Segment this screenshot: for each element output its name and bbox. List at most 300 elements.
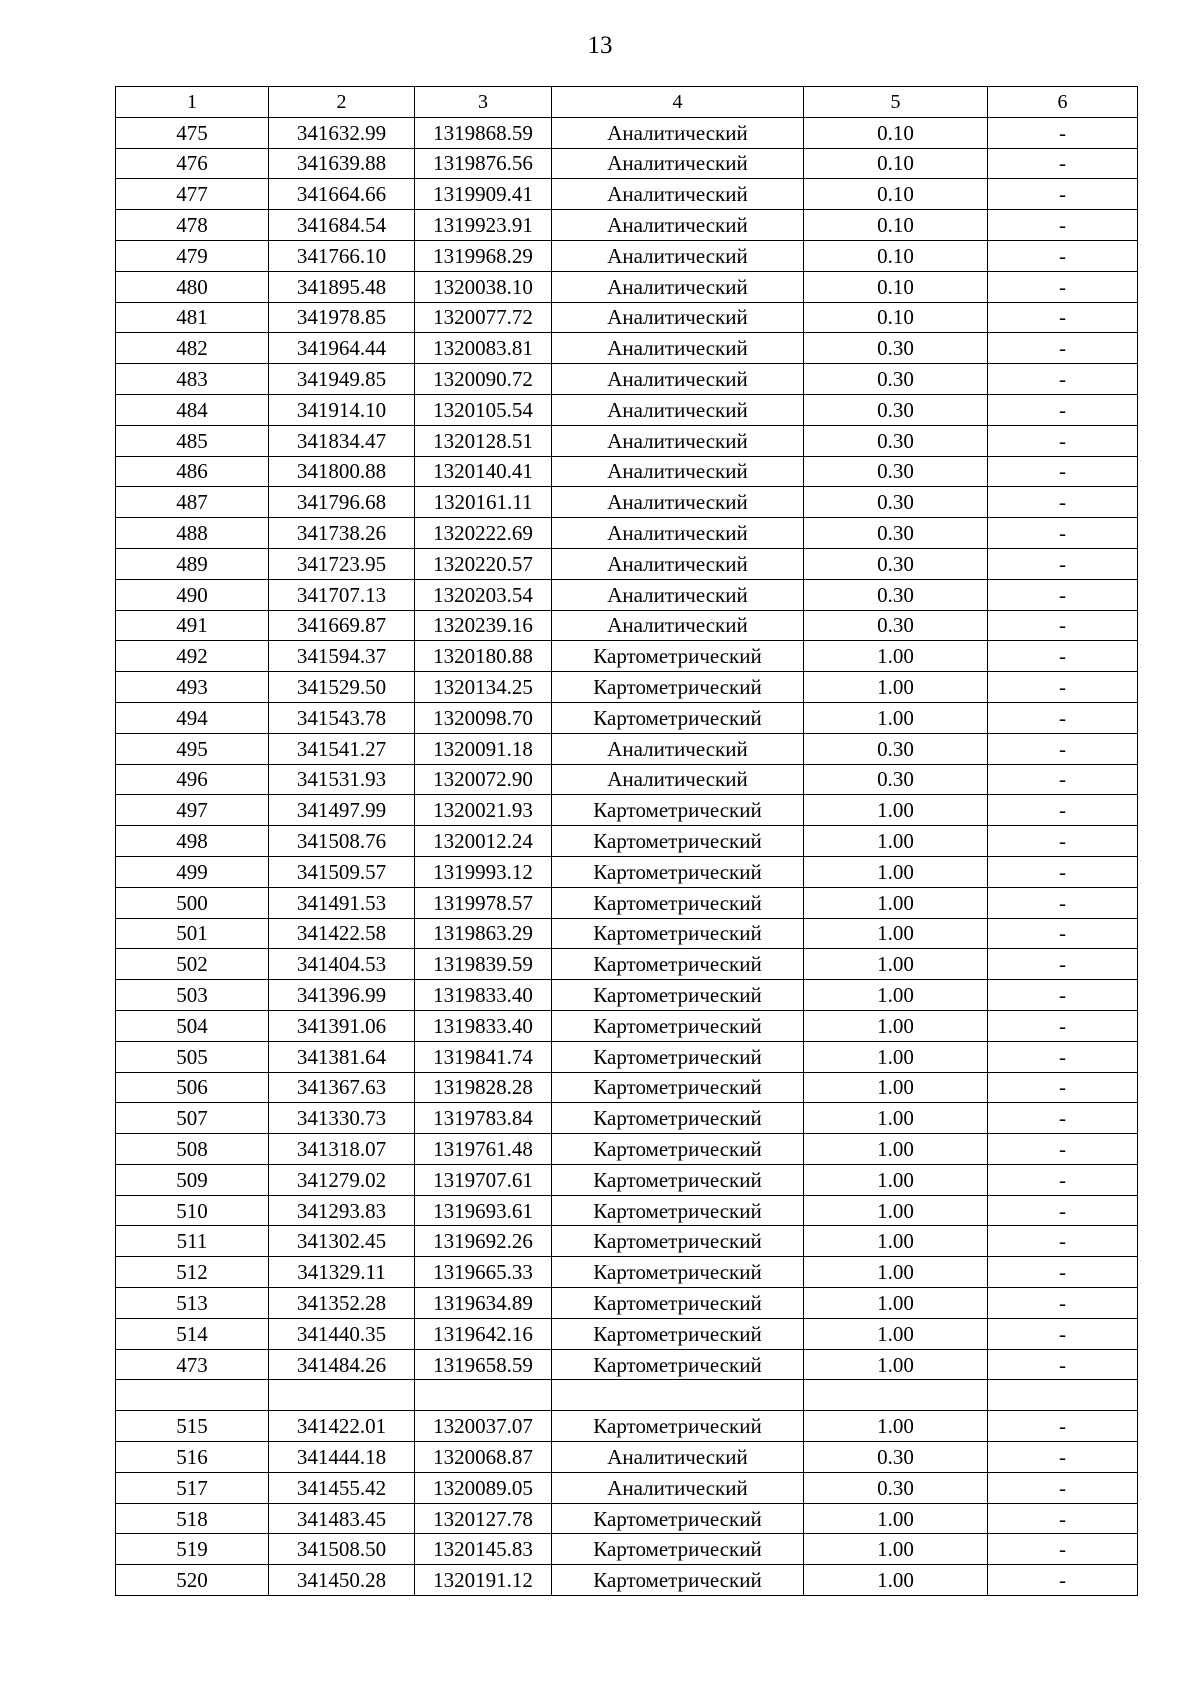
table-cell: 1320220.57 — [415, 548, 552, 579]
table-cell: - — [988, 733, 1138, 764]
table-cell: 341531.93 — [269, 764, 415, 795]
table-body — [116, 117, 1138, 1595]
table-cell: 0.30 — [804, 579, 988, 610]
table-row — [116, 733, 1138, 764]
table-cell: 506 — [116, 1072, 269, 1103]
table-cell: 1319841.74 — [415, 1041, 552, 1072]
table-cell: 1.00 — [804, 1349, 988, 1380]
table-row — [116, 1072, 1138, 1103]
table-cell — [804, 1380, 988, 1411]
table-cell: 341483.45 — [269, 1503, 415, 1534]
table-cell: 479 — [116, 240, 269, 271]
table-cell: - — [988, 702, 1138, 733]
table-cell: 1.00 — [804, 1565, 988, 1596]
table-cell: 341508.50 — [269, 1534, 415, 1565]
table-row — [116, 333, 1138, 364]
table-cell: Аналитический — [552, 364, 804, 395]
table-cell: 341594.37 — [269, 641, 415, 672]
table-cell: 1.00 — [804, 1411, 988, 1442]
table-cell: Аналитический — [552, 240, 804, 271]
table-cell: 1320098.70 — [415, 702, 552, 733]
table-cell: 341279.02 — [269, 1164, 415, 1195]
table-cell: - — [988, 1195, 1138, 1226]
table-cell: Аналитический — [552, 333, 804, 364]
table-cell: 341796.68 — [269, 487, 415, 518]
column-header: 5 — [804, 87, 988, 118]
table-cell: 341834.47 — [269, 425, 415, 456]
table-cell: 341914.10 — [269, 394, 415, 425]
table-cell: 341978.85 — [269, 302, 415, 333]
table-cell: 480 — [116, 271, 269, 302]
table-row — [116, 949, 1138, 980]
table-row — [116, 364, 1138, 395]
table-cell: 1320038.10 — [415, 271, 552, 302]
table-cell: 1320068.87 — [415, 1442, 552, 1473]
table-cell: 503 — [116, 980, 269, 1011]
table-cell: Картометрический — [552, 1072, 804, 1103]
table-cell: 483 — [116, 364, 269, 395]
table-cell: Картометрический — [552, 1164, 804, 1195]
table-cell: Аналитический — [552, 487, 804, 518]
table-cell: 341632.99 — [269, 117, 415, 148]
table-cell: 493 — [116, 672, 269, 703]
table-cell: Картометрический — [552, 1349, 804, 1380]
table-cell: 1319783.84 — [415, 1103, 552, 1134]
table-cell: 341455.42 — [269, 1472, 415, 1503]
table-cell: 1.00 — [804, 1534, 988, 1565]
table-cell: Картометрический — [552, 1288, 804, 1319]
column-header: 3 — [415, 87, 552, 118]
table-cell: - — [988, 579, 1138, 610]
table-cell: Картометрический — [552, 1103, 804, 1134]
table-cell: 1320091.18 — [415, 733, 552, 764]
table-cell: - — [988, 672, 1138, 703]
table-cell: 492 — [116, 641, 269, 672]
table-cell: 1.00 — [804, 1226, 988, 1257]
table-cell: 496 — [116, 764, 269, 795]
table-cell: 1319876.56 — [415, 148, 552, 179]
table-row — [116, 1503, 1138, 1534]
table-row — [116, 1565, 1138, 1596]
table-cell: - — [988, 949, 1138, 980]
table-cell: Аналитический — [552, 148, 804, 179]
table-cell: 1.00 — [804, 980, 988, 1011]
table-row — [116, 826, 1138, 857]
table-cell: 0.30 — [804, 487, 988, 518]
table-cell: - — [988, 980, 1138, 1011]
table-cell: 1.00 — [804, 1195, 988, 1226]
table-cell: Картометрический — [552, 1226, 804, 1257]
table-cell: 341318.07 — [269, 1134, 415, 1165]
table-row — [116, 548, 1138, 579]
table-cell: 488 — [116, 518, 269, 549]
table-cell: - — [988, 826, 1138, 857]
table-cell: 501 — [116, 918, 269, 949]
table-cell: 509 — [116, 1164, 269, 1195]
table-cell: 0.30 — [804, 394, 988, 425]
table-row — [116, 210, 1138, 241]
table-cell: - — [988, 548, 1138, 579]
table-cell: 482 — [116, 333, 269, 364]
table-cell: 341484.26 — [269, 1349, 415, 1380]
table-row — [116, 980, 1138, 1011]
table-cell: 0.30 — [804, 518, 988, 549]
table-cell: 0.30 — [804, 1442, 988, 1473]
table-cell: 1320077.72 — [415, 302, 552, 333]
table-cell: 490 — [116, 579, 269, 610]
table-cell: - — [988, 610, 1138, 641]
table-cell: 341404.53 — [269, 949, 415, 980]
table-cell: 0.10 — [804, 148, 988, 179]
table-cell: - — [988, 1318, 1138, 1349]
table-cell: - — [988, 1288, 1138, 1319]
table-cell: Аналитический — [552, 271, 804, 302]
table-cell: 1.00 — [804, 918, 988, 949]
table-cell: 341800.88 — [269, 456, 415, 487]
table-row — [116, 795, 1138, 826]
table-cell: - — [988, 240, 1138, 271]
coordinates-table — [115, 86, 1138, 1596]
table-cell: - — [988, 456, 1138, 487]
table-cell: 1319693.61 — [415, 1195, 552, 1226]
table-cell: - — [988, 918, 1138, 949]
table-cell: - — [988, 1472, 1138, 1503]
table-row — [116, 394, 1138, 425]
table-cell: 491 — [116, 610, 269, 641]
table-cell: 341396.99 — [269, 980, 415, 1011]
table-cell — [415, 1380, 552, 1411]
table-cell: 1.00 — [804, 702, 988, 733]
table-cell: 1.00 — [804, 1134, 988, 1165]
table-cell: Аналитический — [552, 610, 804, 641]
table-cell: - — [988, 1565, 1138, 1596]
table-cell: 499 — [116, 856, 269, 887]
table-cell: Картометрический — [552, 1010, 804, 1041]
table-cell: 498 — [116, 826, 269, 857]
table-cell: 505 — [116, 1041, 269, 1072]
table-cell: - — [988, 1257, 1138, 1288]
table-cell: 487 — [116, 487, 269, 518]
table-cell: 485 — [116, 425, 269, 456]
table-cell: 1.00 — [804, 1010, 988, 1041]
table-cell: 341367.63 — [269, 1072, 415, 1103]
table-cell: Картометрический — [552, 887, 804, 918]
table-row — [116, 764, 1138, 795]
table-cell: - — [988, 1349, 1138, 1380]
table-row — [116, 579, 1138, 610]
table-cell: Аналитический — [552, 764, 804, 795]
table-cell: 478 — [116, 210, 269, 241]
table-cell: 341508.76 — [269, 826, 415, 857]
table-cell: Картометрический — [552, 1503, 804, 1534]
page-number: 13 — [587, 32, 613, 59]
table-cell: 341639.88 — [269, 148, 415, 179]
table-row — [116, 117, 1138, 148]
table-cell: 517 — [116, 1472, 269, 1503]
table-cell: 1319968.29 — [415, 240, 552, 271]
table-cell: 0.10 — [804, 240, 988, 271]
table-cell: - — [988, 364, 1138, 395]
table-cell: 473 — [116, 1349, 269, 1380]
table-cell: Картометрический — [552, 826, 804, 857]
table-cell: - — [988, 1041, 1138, 1072]
table-cell: 341352.28 — [269, 1288, 415, 1319]
table-cell: 1320072.90 — [415, 764, 552, 795]
table-cell: 494 — [116, 702, 269, 733]
table-cell: Аналитический — [552, 518, 804, 549]
table-cell: - — [988, 394, 1138, 425]
table-cell: 1320140.41 — [415, 456, 552, 487]
table-cell: 0.10 — [804, 179, 988, 210]
table-cell: 0.10 — [804, 210, 988, 241]
table-cell: 0.30 — [804, 456, 988, 487]
table-cell: - — [988, 1072, 1138, 1103]
table-cell: - — [988, 641, 1138, 672]
table-cell: 1319658.59 — [415, 1349, 552, 1380]
table-row — [116, 1349, 1138, 1380]
table-cell: 1320203.54 — [415, 579, 552, 610]
table-cell: 1.00 — [804, 1503, 988, 1534]
table-cell: Картометрический — [552, 949, 804, 980]
table-cell: 475 — [116, 117, 269, 148]
table-row — [116, 610, 1138, 641]
table-cell: 341422.58 — [269, 918, 415, 949]
table-cell: - — [988, 302, 1138, 333]
table-row — [116, 179, 1138, 210]
table-cell: 341895.48 — [269, 271, 415, 302]
table-cell: - — [988, 271, 1138, 302]
table-cell: 1319707.61 — [415, 1164, 552, 1195]
table-cell: 500 — [116, 887, 269, 918]
table-cell: - — [988, 1010, 1138, 1041]
table-cell: 1320089.05 — [415, 1472, 552, 1503]
table-cell: Картометрический — [552, 1565, 804, 1596]
table-cell: 341330.73 — [269, 1103, 415, 1134]
table-row — [116, 425, 1138, 456]
table-cell: 0.30 — [804, 610, 988, 641]
table-cell: 520 — [116, 1565, 269, 1596]
table-row — [116, 1318, 1138, 1349]
table-cell: 341949.85 — [269, 364, 415, 395]
table-cell: Картометрический — [552, 918, 804, 949]
table-cell: 1.00 — [804, 1288, 988, 1319]
table-row — [116, 1195, 1138, 1226]
table-cell: 341738.26 — [269, 518, 415, 549]
table-cell: 341543.78 — [269, 702, 415, 733]
table-cell: 1320134.25 — [415, 672, 552, 703]
table-cell: - — [988, 333, 1138, 364]
table-cell: 341440.35 — [269, 1318, 415, 1349]
table-row — [116, 1010, 1138, 1041]
table-cell: 0.30 — [804, 733, 988, 764]
table-row — [116, 1380, 1138, 1411]
table-cell: 497 — [116, 795, 269, 826]
table-cell: Картометрический — [552, 1195, 804, 1226]
table-cell: Аналитический — [552, 179, 804, 210]
table-cell: 1.00 — [804, 1318, 988, 1349]
table-cell: 1319839.59 — [415, 949, 552, 980]
table-cell: 1.00 — [804, 1072, 988, 1103]
table-cell: 341707.13 — [269, 579, 415, 610]
table-cell: 1.00 — [804, 856, 988, 887]
table-cell: 1319863.29 — [415, 918, 552, 949]
table-cell: Аналитический — [552, 456, 804, 487]
table-cell: 1320161.11 — [415, 487, 552, 518]
table-cell: 513 — [116, 1288, 269, 1319]
table-cell: 1.00 — [804, 949, 988, 980]
table-cell: 341664.66 — [269, 179, 415, 210]
table-cell: 1319642.16 — [415, 1318, 552, 1349]
table-cell: 1320180.88 — [415, 641, 552, 672]
table-cell: 1319909.41 — [415, 179, 552, 210]
table-cell: - — [988, 1503, 1138, 1534]
table-cell: 341509.57 — [269, 856, 415, 887]
table-cell: - — [988, 1164, 1138, 1195]
table-cell: 1320037.07 — [415, 1411, 552, 1442]
table-cell: 1320191.12 — [415, 1565, 552, 1596]
table-cell: 341529.50 — [269, 672, 415, 703]
table-cell: 1.00 — [804, 1164, 988, 1195]
table-cell: Аналитический — [552, 394, 804, 425]
table-cell: 1319761.48 — [415, 1134, 552, 1165]
table-cell: Аналитический — [552, 302, 804, 333]
table-row — [116, 1134, 1138, 1165]
table-row — [116, 1257, 1138, 1288]
table-cell: Аналитический — [552, 1442, 804, 1473]
table-cell: 0.30 — [804, 548, 988, 579]
table-row — [116, 518, 1138, 549]
table-cell: 341450.28 — [269, 1565, 415, 1596]
table-cell: 341766.10 — [269, 240, 415, 271]
table-row — [116, 1103, 1138, 1134]
table-cell: - — [988, 117, 1138, 148]
table-cell: Картометрический — [552, 1534, 804, 1565]
table-row — [116, 641, 1138, 672]
table-cell: 495 — [116, 733, 269, 764]
column-header: 2 — [269, 87, 415, 118]
table-cell: Аналитический — [552, 117, 804, 148]
table-cell: 507 — [116, 1103, 269, 1134]
table-cell: - — [988, 179, 1138, 210]
table-cell: 341391.06 — [269, 1010, 415, 1041]
table-cell: 1.00 — [804, 795, 988, 826]
table-cell: - — [988, 1103, 1138, 1134]
table-cell: 1320127.78 — [415, 1503, 552, 1534]
table-cell: 486 — [116, 456, 269, 487]
table-cell: Картометрический — [552, 795, 804, 826]
table-cell: 1.00 — [804, 641, 988, 672]
table-row — [116, 1442, 1138, 1473]
table-cell: 341293.83 — [269, 1195, 415, 1226]
table-cell: 1.00 — [804, 1257, 988, 1288]
table-cell: 1319692.26 — [415, 1226, 552, 1257]
table-cell: 341964.44 — [269, 333, 415, 364]
table-cell: 0.30 — [804, 425, 988, 456]
table-cell: Картометрический — [552, 1041, 804, 1072]
table-cell: 1320128.51 — [415, 425, 552, 456]
table-row — [116, 856, 1138, 887]
table-row — [116, 672, 1138, 703]
table-row — [116, 302, 1138, 333]
table-cell: Картометрический — [552, 856, 804, 887]
table-row — [116, 1472, 1138, 1503]
table-cell: 476 — [116, 148, 269, 179]
table-cell: Картометрический — [552, 641, 804, 672]
table-cell: 481 — [116, 302, 269, 333]
table-cell: Картометрический — [552, 1257, 804, 1288]
table-cell: 484 — [116, 394, 269, 425]
table-cell: 341302.45 — [269, 1226, 415, 1257]
table-row — [116, 702, 1138, 733]
table-cell: 1319868.59 — [415, 117, 552, 148]
table-row — [116, 1534, 1138, 1565]
table-cell: - — [988, 210, 1138, 241]
table-cell: 518 — [116, 1503, 269, 1534]
table-cell: 1320083.81 — [415, 333, 552, 364]
table-row — [116, 1288, 1138, 1319]
table-cell: Картометрический — [552, 1318, 804, 1349]
table-cell: - — [988, 1442, 1138, 1473]
table-cell: 1320105.54 — [415, 394, 552, 425]
table-row — [116, 1226, 1138, 1257]
table-cell: 1320239.16 — [415, 610, 552, 641]
table-cell: 341444.18 — [269, 1442, 415, 1473]
table-cell — [116, 1380, 269, 1411]
table-row — [116, 271, 1138, 302]
table-cell: 511 — [116, 1226, 269, 1257]
table-cell: 508 — [116, 1134, 269, 1165]
table-cell: Аналитический — [552, 579, 804, 610]
table-cell: 1.00 — [804, 1041, 988, 1072]
table-row — [116, 1041, 1138, 1072]
table-cell: Аналитический — [552, 548, 804, 579]
header-row — [116, 87, 1138, 118]
table-cell: Картометрический — [552, 980, 804, 1011]
table-cell: 341723.95 — [269, 548, 415, 579]
table-cell: 1320222.69 — [415, 518, 552, 549]
table-cell: - — [988, 1534, 1138, 1565]
table-row — [116, 456, 1138, 487]
table-cell: 1320021.93 — [415, 795, 552, 826]
table-cell: 514 — [116, 1318, 269, 1349]
table-row — [116, 148, 1138, 179]
table-cell: 516 — [116, 1442, 269, 1473]
table-cell: 0.10 — [804, 117, 988, 148]
table-cell: 515 — [116, 1411, 269, 1442]
table-cell: 1320090.72 — [415, 364, 552, 395]
column-header: 1 — [116, 87, 269, 118]
table-cell: 502 — [116, 949, 269, 980]
table-cell: - — [988, 764, 1138, 795]
table-cell: Аналитический — [552, 210, 804, 241]
table-row — [116, 1411, 1138, 1442]
table-row — [116, 887, 1138, 918]
table-cell: 1320012.24 — [415, 826, 552, 857]
table-cell — [552, 1380, 804, 1411]
table-cell: 0.30 — [804, 364, 988, 395]
table-cell: 1319978.57 — [415, 887, 552, 918]
table-cell: Картометрический — [552, 702, 804, 733]
table-row — [116, 918, 1138, 949]
table-cell: 489 — [116, 548, 269, 579]
table-cell: - — [988, 795, 1138, 826]
table-cell: - — [988, 887, 1138, 918]
table-cell: Картометрический — [552, 1411, 804, 1442]
table-cell: 1319833.40 — [415, 1010, 552, 1041]
table-cell: 341497.99 — [269, 795, 415, 826]
table-cell: Картометрический — [552, 1134, 804, 1165]
table-cell: 0.30 — [804, 1472, 988, 1503]
